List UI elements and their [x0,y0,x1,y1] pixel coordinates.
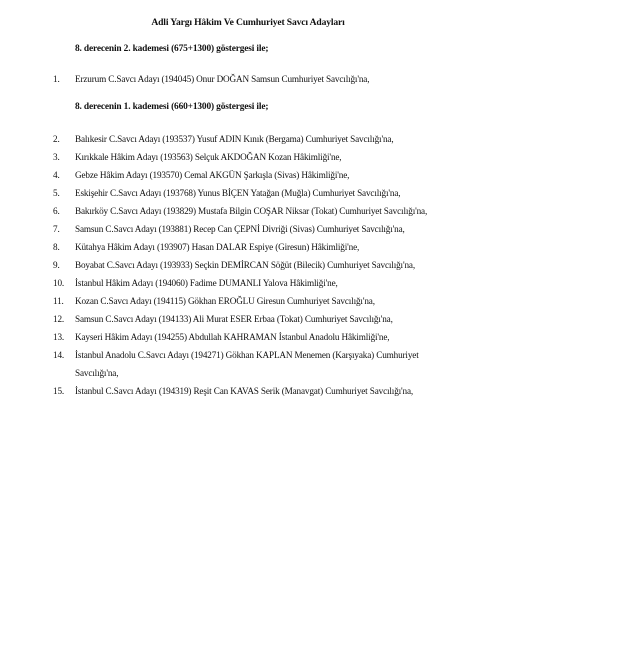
list-item-number: 9. [53,260,60,270]
list-item-text: Kırıkkale Hâkim Adayı (193563) Selçuk AKDOĞAN Kozan Hâkimliği'ne, [75,152,342,162]
list-item-number: 3. [53,152,60,162]
list-item-text: Erzurum C.Savcı Adayı (194045) Onur DOĞAN Samsun Cumhuriyet Savcılığı'na, [75,74,370,84]
list-item-text: Samsun C.Savcı Adayı (194133) Ali Murat ESER Erbaa (Tokat) Cumhuriyet Savcılığı'na, [75,314,393,324]
list-item-number: 1. [53,74,60,84]
list-item-text: Boyabat C.Savcı Adayı (193933) Seçkin DEMİRCAN Söğüt (Bilecik) Cumhuriyet Savcılığı'na, [75,260,415,270]
list-item-number: 7. [53,224,60,234]
list-item-number: 11. [53,296,64,306]
list-item-text: Kozan C.Savcı Adayı (194115) Gökhan EROĞLU Giresun Cumhuriyet Savcılığı'na, [75,296,375,306]
section-heading-2: 8. derecenin 1. kademesi (660+1300) göstergesi ile; [75,102,269,112]
list-item-number: 2. [53,134,60,144]
list-item-text: Bakırköy C.Savcı Adayı (193829) Mustafa Bilgin COŞAR Niksar (Tokat) Cumhuriyet Savcılığı'na, [75,206,428,216]
list-item-number: 8. [53,242,60,252]
list-item-text: Kütahya Hâkim Adayı (193907) Hasan DALAR Espiye (Giresun) Hâkimliği'ne, [75,242,360,252]
list-item-text: Samsun C.Savcı Adayı (193881) Recep Can ÇEPNİ Divriği (Sivas) Cumhuriyet Savcılığı'na, [75,224,405,234]
list-item-number: 12. [53,314,65,324]
list-item-text: İstanbul Hâkim Adayı (194060) Fadime DUMANLI Yalova Hâkimliği'ne, [75,278,338,288]
list-item-number: 4. [53,170,60,180]
list-item-text: İstanbul Anadolu C.Savcı Adayı (194271) Gökhan KAPLAN Menemen (Karşıyaka) Cumhuriyet [75,350,419,360]
list-item-text: Gebze Hâkim Adayı (193570) Cemal AKGÜN Şarkışla (Sivas) Hâkimliği'ne, [75,170,350,180]
list-item-number: 10. [53,278,65,288]
list-item-number: 13. [53,332,65,342]
list-item-number: 14. [53,350,65,360]
list-item-text-continued: Savcılığı'na, [75,368,119,378]
list-item-text: İstanbul C.Savcı Adayı (194319) Reşit Can KAVAS Serik (Manavgat) Cumhuriyet Savcılığı'na, [75,386,414,396]
list-item-text: Kayseri Hâkim Adayı (194255) Abdullah KAHRAMAN İstanbul Anadolu Hâkimliği'ne, [75,332,390,342]
list-item-text: Eskişehir C.Savcı Adayı (193768) Yunus BİÇEN Yatağan (Muğla) Cumhuriyet Savcılığı'na, [75,188,401,198]
list-item-text: Balıkesir C.Savcı Adayı (193537) Yusuf ADIN Kınık (Bergama) Cumhuriyet Savcılığı'na, [75,134,394,144]
section-heading-1: 8. derecenin 2. kademesi (675+1300) göstergesi ile; [75,44,269,54]
list-item-number: 5. [53,188,60,198]
list-item-number: 15. [53,386,65,396]
list-item-number: 6. [53,206,60,216]
document-title: Adli Yargı Hâkim Ve Cumhuriyet Savcı Adayları [151,17,345,28]
